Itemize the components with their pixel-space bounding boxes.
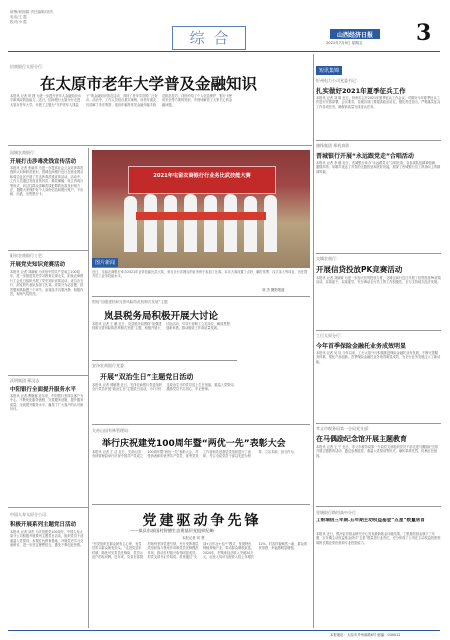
person: [184, 194, 197, 252]
editor-line: 校对/小 霞: [10, 20, 27, 24]
feature-body: “有党组织在群众就有主心骨，有党员带头群众就有劲头。”走进岚县东村镇，随处可见党员先锋岗、党员示范户的标识牌。近年来，岚县东部国村始终坚持党建引领，充分发挥基层党组织战斗堡垒作用和党员先锋模范作用，推动乡村振兴取得明显成效。村党支部书记介绍说，村里通过“支部+合作社+农户”模式，发展特色种植养殖产业，带动群众增收致富。2020年，村集体经济收入突破30万元，农民人均可支配收入较上年增长12%，村容村貌焕然一新，群众的获得感、幸福感明显增强。: [92, 542, 308, 560]
a1-pretitle: 国城农商银行：: [10, 150, 38, 155]
r3-pretitle: 交城农商行：: [316, 256, 340, 261]
divider: [92, 504, 310, 505]
paper-name: 山西经济日报: [336, 31, 373, 39]
person: [144, 194, 157, 252]
b2-headline: 开展“双治生日”主题党日活动: [100, 373, 194, 381]
r4-body: 本报讯 记者 吴 岚 今年以来，工行太原分行积极推进保险金融托业务发展，不断完善服务体系，强化产品创新，首季保险金融托业务取得明显成效，为全行业务发展注入了新动能。: [316, 351, 441, 364]
divider: [316, 506, 441, 507]
r1-pretitle: 忻州电力公司党委书记：: [316, 78, 360, 83]
r1-headline: 扎实做好2021年夏季征兵工作: [316, 87, 406, 95]
divider: [92, 296, 310, 297]
a2-pretitle: 阳泉农商银行工会：: [10, 253, 46, 258]
person: [224, 194, 237, 252]
r2-pretitle: 旗锋集团 邢机真影: [316, 143, 350, 148]
a1-headline: 开展打击涉毒洗钱宣传活动: [10, 159, 77, 165]
photo-banner-text: 2021年屯留农商银行行业务比武技能大赛: [153, 173, 251, 179]
right-header: 短讯集锦: [316, 66, 342, 75]
person: [204, 195, 217, 252]
divider: [316, 140, 441, 141]
divider: [316, 423, 441, 424]
photo-caption: 近日，屯留农商银行举办2021年业务技能比武大赛，来自全行各网点的业务骨干参加了比赛。本次大赛设置了点钞、翻打传票、汉字录入等项目，旨在提升员工业务技能水平。: [92, 270, 308, 279]
divider: [8, 375, 88, 376]
a4-body: 本报讯 记者 刘杰 为庆祝建党100周年，中国人寿太原分公司积极开展系列主题党日活动，组织党员干部重温入党誓词、参观红色教育基地、开展党史学习交流研讨，进一步坚定理想信念，激发干事创业热情。: [10, 530, 84, 548]
person: [124, 196, 137, 252]
top-body: 本报讯 记者 常 捷 为进一步提升老年人金融知识水平和风险防范能力，近日，招商银行太原分行走进太原市老年大学，开展了主题为“守护老年人钱袋子”的金融知识普及活动，得到了老年学员的广泛好评。活动中，工作人员结合真实案例，向老年朋友们讲解了非法集资、电信诈骗等常见金融诈骗手段及防范技巧，详细介绍了个人信息保护、银行卡使用安全等方面的知识，并现场解答了大家关心的金融问题。: [10, 94, 233, 107]
issue-date: 2021年7月9日 星期五: [326, 41, 363, 45]
footer-rule: [8, 630, 440, 631]
b3-headline: 举行庆祝建党100周年暨“两优一先”表彰大会: [102, 439, 286, 449]
divider: [92, 360, 237, 361]
b1-headline: 岚县税务局积极开展大讨论: [104, 311, 219, 322]
divider: [8, 145, 312, 146]
news-photo: [92, 150, 310, 268]
photo-label: 图片新闻: [92, 258, 118, 267]
a3-headline: 中阳银行全面提升服务水平: [10, 387, 77, 393]
award-board: [136, 212, 266, 220]
b1-pretitle: 围绕“加强建档和完善风险防范机制式发展”主题: [92, 300, 168, 304]
top-headline: 在太原市老年大学普及金融知识: [40, 74, 258, 93]
r4-headline: 今年首季保险金融托业务成效明显: [316, 343, 407, 350]
a3-pretitle: 沃明集团 邢汉志: [10, 378, 40, 383]
b2-pretitle: 安泽农商银行党委：: [92, 363, 128, 368]
b3-body: 本报讯 记者 王 洁 近日，关帝山国有林管理局举行庆祝中国共产党成立100周年暨“两优一先”表彰大会，对受到表彰的优秀共产党员、优秀党务工作者和先进基层党组织进行了表彰，号召全局党员干部以先进为榜样，立足本职、担当作为。: [92, 450, 297, 459]
r5-pretitle: 孝义市税务局第一分局党支部：: [316, 426, 372, 431]
a1-body: 本报讯 记者 张丽萍 为进一步提高社会公众对涉毒洗钱的认识和防范意识，国城农商银行近日在营业网点和周边社区开展了打击涉毒洗钱宣传活动。活动中，工作人员通过发放宣传折页、悬挂横幅、设立咨询台等形式，向过往群众讲解洗钱犯罪的危害及识别方法，提醒大家保护好个人身份信息和银行账户，不出租、出借、出售银行卡。: [10, 166, 84, 197]
divider: [92, 424, 310, 425]
a2-headline: 开展党史知识竞赛活动: [10, 262, 66, 268]
r3-body: 本报讯 记者 刘丽敏 为进一步加大信贷投放力度，交城农商行近日开展了信贷投放PK竞赛活动，以赛促干，以赛促学，充分调动全行员工的工作积极性，全力支持地方经济发展。: [316, 276, 441, 285]
section-name: 综 合: [189, 29, 231, 47]
divider: [316, 253, 441, 254]
top-pretitle: 招商银行太原分行：: [10, 64, 46, 69]
r1-body: 本报讯 记者 刘 皓 近日，忻州市召开2021年夏季征兵工作会议，对做好今年夏季征兵工作进行安排部署。会议要求，各级各部门要提高政治站位，强化责任担当，严格落实征兵工作各项任务，确保高质量完成征兵任务。: [316, 96, 441, 109]
person: [264, 195, 277, 252]
footer-address: 本报地址：太原市并州南路6号 邮编：030012: [330, 633, 401, 637]
r5-headline: 在马偶励纪念馆开展主题教育: [316, 435, 407, 443]
divider: [316, 330, 441, 331]
b1-body: 本报讯 记者 王 鹏 近日，岚县税务局围绕“加强建档和完善风险防范机制式发展”主题，积极开展大讨论活动，引导干部职工立足岗位、解放思想、创新举措，推动税收工作高质量发展。: [92, 322, 233, 331]
divider: [8, 507, 88, 508]
divider: [8, 250, 88, 251]
photo-credit: 刘 杰 摄影报道: [262, 288, 285, 292]
r5-body: 本报讯 记者 王 宁 近日，孝义市税务局第一分局党支部组织党员干部走进马偶励纪念馆开展主题教育活动，通过参观展览、重温入党誓词等形式，缅怀革命先烈，传承红色基因。: [316, 445, 438, 458]
page-number: 3: [416, 20, 432, 46]
r6-body: 本报讯 近日，银河证券基金研究中心发布最新基金评级结果，工银瑞信基金旗下三年期、五年期主动权益基金获评“五星”数量居行业首位，充分体现了公司在主动权益投资领域的长期业绩优势和专业投资能力。: [316, 532, 441, 545]
b3-pretitle: 关帝山国有林管理局：: [92, 428, 132, 433]
masthead-left: [10, 10, 100, 25]
feature-headline: 党建驱动争先锋: [142, 513, 262, 529]
r3-headline: 开展信贷投放PK竞赛活动: [316, 265, 403, 274]
a3-body: 本报讯 记者 曹晓蓉 近年来，中阳银行坚持以客户为中心，不断优化服务流程、完善服务设施、提升服务质量，全面提升服务水平，赢得了广大客户的认可和好评。: [10, 394, 84, 412]
a4-headline: 积极开展系列主题党日活动: [10, 522, 77, 528]
feature-subtitle: ——岚县东部国村智德生态建基层党组织纪略: [130, 528, 214, 533]
r6-pretitle: 晋城银行路用高中分行: [316, 510, 356, 515]
column-rule: [313, 54, 314, 628]
masthead-rule: [8, 51, 440, 52]
r2-body: 本报讯 记者 李 娜 近日，晋城银行举办“永远跟党走”合唱比赛，各参赛队伍精神饱满、激情高昂，用歌声表达了对党的无限热爱和美好祝福，展现了晋城银行员工昂扬向上的精神风貌。: [316, 161, 441, 174]
person: [244, 196, 257, 252]
r2-headline: 晋城银行开展“永远跟党走”合唱活动: [316, 153, 414, 160]
a4-pretitle: 中国人寿太原分公司：: [10, 512, 50, 517]
r6-headline: 工银瑞信三年期.五年期主动权益基金“五星”数量居首: [316, 518, 425, 523]
editor-line: 电话/王 霞: [10, 15, 27, 19]
column-rule: [88, 148, 89, 628]
a2-body: 本报讯 记者 刘淑敏 为庆祝中国共产党成立100周年，进一步推进党史学习教育走深走实，阳泉农商银行工会近日组织开展了党史知识竞赛活动。来自各支行、部室的代表队参加了比赛。竞赛分为必答题、抢答题和风险题三个环节，参赛选手沉着冷静、积极作答，现场气氛热烈。: [10, 270, 84, 297]
r4-pretitle: 工行太原分行：: [316, 333, 344, 338]
feature-byline: 本报记者 刘 慧: [182, 536, 205, 540]
b2-body: 本报讯 记者 邢敏捷 近日，安泽农商银行党委组织全行党员开展“政治生日”主题党日活动，为7月份过政治生日的党员送上生日祝福，重温入党誓词，激励党员不忘初心、牢记使命。: [92, 383, 237, 392]
photo-banner: [128, 166, 276, 194]
editor-line: 统筹/邢瑞娟 责任编辑/刘杰: [10, 10, 54, 14]
person: [164, 195, 177, 252]
